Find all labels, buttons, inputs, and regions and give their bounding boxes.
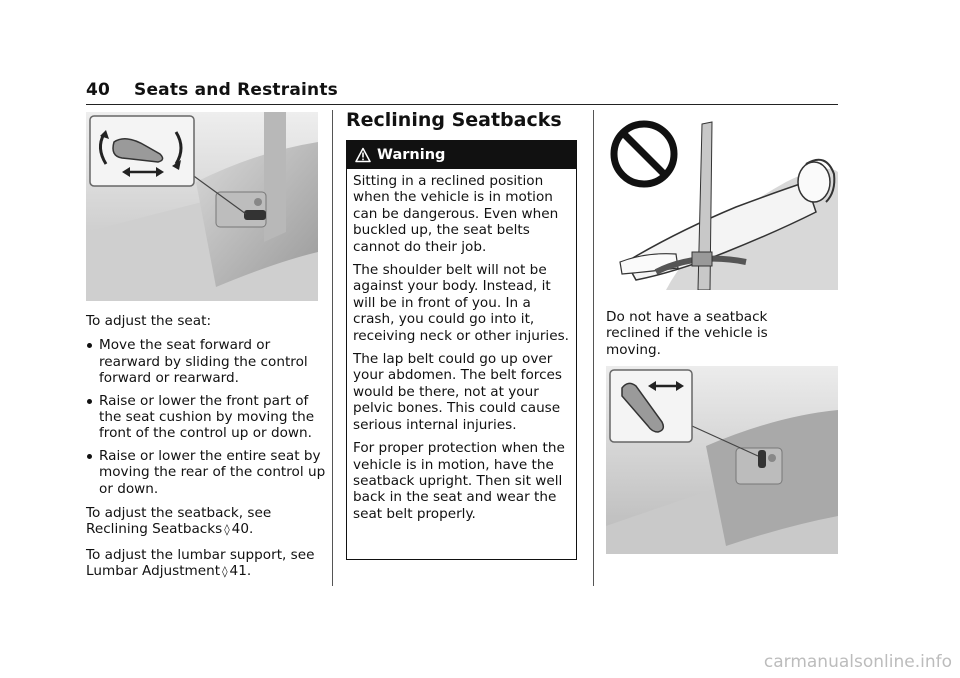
warning-paragraph: For proper protection when the vehicle is in motion, have the seatback upright. Then sit well back in the seat and wear the seat belt properly. — [353, 440, 565, 522]
left-column-text — [86, 313, 326, 589]
warning-header — [347, 141, 576, 169]
warning-paragraph: The shoulder belt will not be against your body. Instead, it will be in front of you. In a crash, you could go into it, receiving neck or other injuries. — [353, 262, 569, 344]
page-header — [86, 80, 838, 105]
reclined-occupant-illustration — [606, 112, 838, 290]
lumbar-reference — [86, 547, 326, 581]
list-item: Raise or lower the front part of the seat cushion by moving the front of the control up or down. — [86, 393, 326, 442]
lumbar-reference-page[interactable]: 41. — [229, 563, 252, 580]
adjust-seat-intro: To adjust the seat: — [86, 313, 212, 329]
right-column-text — [606, 309, 806, 366]
lumbar-reference-text: To adjust the lumbar support, see Lumbar Adjustment — [86, 546, 315, 580]
warning-box — [346, 140, 577, 560]
warning-paragraph: Sitting in a reclined position when the vehicle is in motion can be dangerous. Even when buckled up, the seat belts cannot do their job. — [353, 173, 559, 255]
list-item: Raise or lower the entire seat by moving the rear of the control up or down. — [86, 448, 326, 497]
seat-control-illustration — [86, 112, 318, 301]
seatback-reference-text: To adjust the seatback, see Reclining Seatbacks — [86, 505, 272, 538]
warning-label: Warning — [377, 147, 446, 163]
seat-adjust-list — [86, 337, 326, 497]
xref-icon: ◊ — [224, 523, 230, 537]
list-item: Move the seat forward or rearward by sliding the control forward or rearward. — [86, 337, 326, 386]
reclined-caption: Do not have a seatback reclined if the vehicle is moving. — [606, 309, 768, 358]
recline-control-illustration — [606, 366, 838, 554]
section-title-header: Seats and Restraints — [134, 80, 338, 100]
warning-triangle-icon — [355, 147, 371, 163]
seatback-reference — [86, 505, 326, 539]
warning-paragraph: The lap belt could go up over your abdomen. The belt forces would be there, not at your pelvic bones. This could cause serious internal injuries. — [353, 351, 562, 433]
warning-body — [347, 169, 576, 522]
xref-icon: ◊ — [222, 565, 228, 579]
seatback-reference-page[interactable]: 40. — [231, 521, 254, 538]
watermark: carmanualsonline.info — [763, 652, 952, 672]
section-heading: Reclining Seatbacks — [346, 109, 562, 131]
column-divider-left — [332, 110, 333, 586]
page-number: 40 — [86, 80, 111, 100]
column-divider-right — [593, 110, 594, 586]
